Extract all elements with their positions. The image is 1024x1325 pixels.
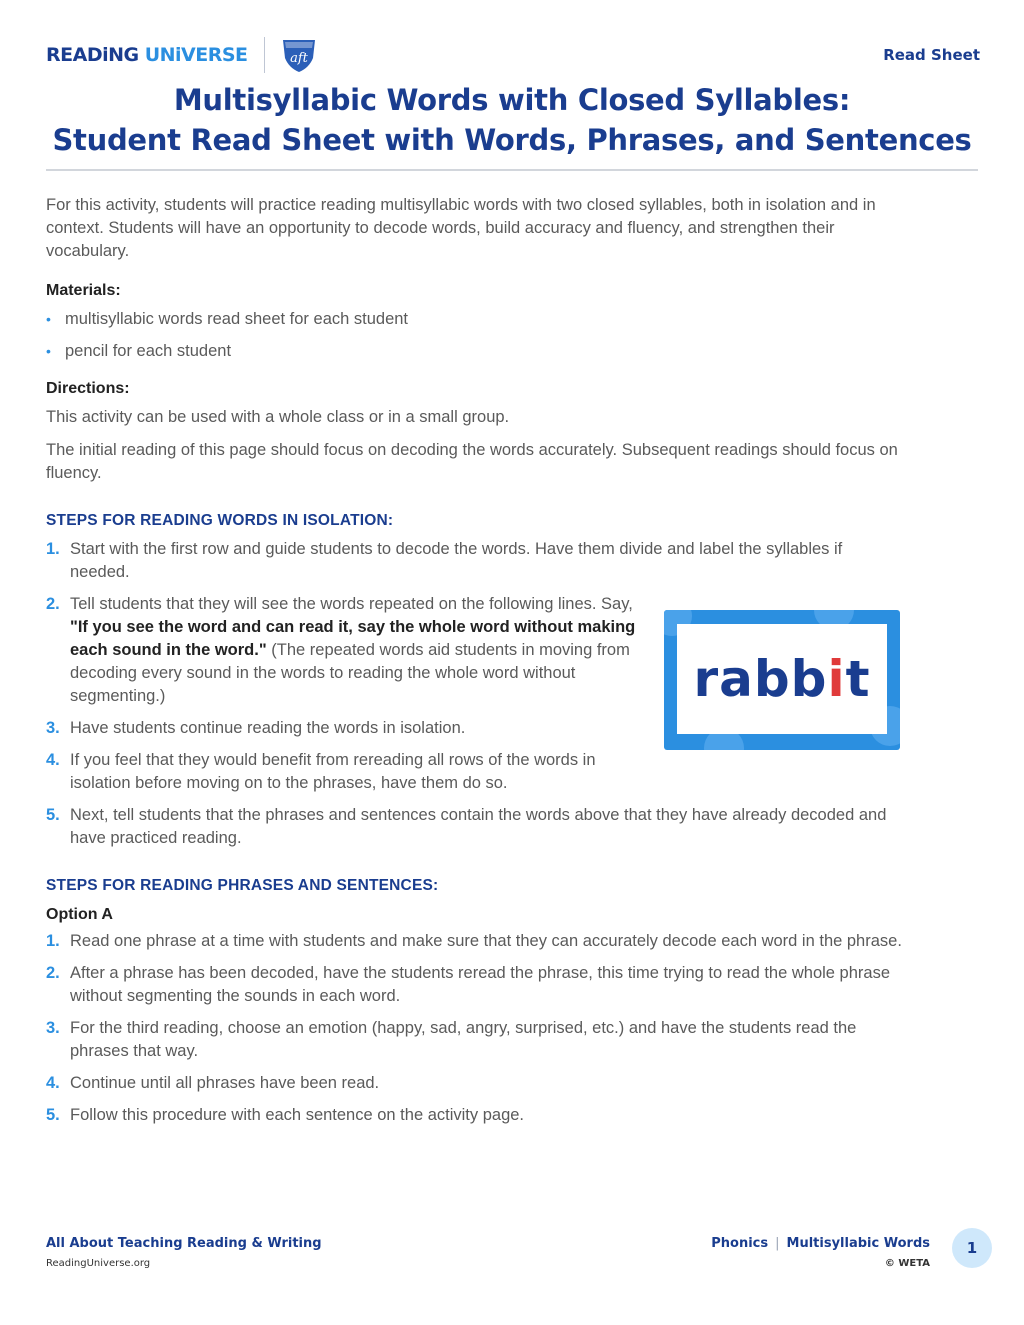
step-text: Read one phrase at a time with students and make sure that they can accurately decode each word in the phrase.	[70, 932, 902, 950]
step-number: 3.	[46, 1019, 60, 1037]
materials-heading: Materials:	[46, 282, 121, 299]
list-item	[46, 1017, 906, 1063]
material-text: multisyllabic words read sheet for each student	[65, 310, 409, 328]
step-quote: "If you see the word and can read it, say the whole word without making each sound in the word."	[70, 618, 636, 659]
step-number: 2.	[46, 595, 60, 613]
step-number: 5.	[46, 1106, 60, 1124]
list-item	[46, 340, 906, 363]
reading-universe-logo	[46, 36, 319, 74]
list-item	[46, 930, 906, 953]
step-number: 2.	[46, 964, 60, 982]
rabbit-word-card	[664, 610, 900, 750]
list-item	[46, 962, 906, 1008]
aft-shield-icon	[279, 36, 319, 74]
list-item	[46, 1072, 906, 1095]
footer-separator: |	[775, 1236, 780, 1251]
word-part: t	[845, 650, 871, 708]
logo-word-reading: READiNG	[46, 44, 145, 66]
step-number: 4.	[46, 751, 60, 769]
isolation-steps-heading: STEPS FOR READING WORDS IN ISOLATION:	[46, 512, 394, 529]
page-number: 1	[952, 1228, 992, 1268]
aft-logo-text: aft	[289, 51, 308, 66]
material-text: pencil for each student	[65, 342, 232, 360]
footer-right	[711, 1236, 930, 1269]
rabbit-word	[693, 650, 870, 708]
footer-copyright: © WETA	[884, 1258, 930, 1269]
footer-url[interactable]: ReadingUniverse.org	[46, 1258, 151, 1269]
directions-paragraph: This activity can be used with a whole class or in a small group.	[46, 408, 510, 426]
list-item	[46, 593, 646, 708]
step-number: 5.	[46, 806, 60, 824]
step-number: 4.	[46, 1074, 60, 1092]
title-line-2: Student Read Sheet with Words, Phrases, and Sentences	[52, 123, 972, 157]
logo-wordmark	[46, 44, 248, 66]
list-item	[46, 749, 646, 795]
step-text: Continue until all phrases have been read.	[70, 1074, 380, 1092]
footer-series-title: All About Teaching Reading & Writing	[46, 1236, 322, 1251]
title-divider	[46, 169, 978, 171]
step-text: Follow this procedure with each sentence on the activity page.	[70, 1106, 525, 1124]
title-line-1: Multisyllabic Words with Closed Syllables:	[173, 83, 851, 117]
step-text: Start with the first row and guide students to decode the words. Have them divide and label the syllables if needed.	[70, 540, 843, 581]
phrases-steps-list	[46, 930, 906, 1127]
footer-category-phonics: Phonics	[711, 1236, 769, 1251]
page-title	[30, 80, 994, 160]
word-part: rabb	[693, 650, 828, 708]
step-number: 3.	[46, 719, 60, 737]
step-text: After a phrase has been decoded, have the students reread the phrase, this time trying to read the whole phrase without segmenting the sounds in each word.	[70, 964, 891, 1005]
directions-heading: Directions:	[46, 380, 130, 397]
step-number: 1.	[46, 540, 60, 558]
step-text: If you feel that they would benefit from rereading all rows of the words in isolation before moving on to the phrases, have them do so.	[70, 751, 596, 792]
word-part-vowel: i	[827, 650, 846, 708]
card-inner	[677, 624, 887, 734]
document-type-label: Read Sheet	[883, 46, 980, 64]
materials-list	[46, 308, 906, 363]
logo-divider	[264, 37, 265, 73]
step-text: (The repeated words aid students in moving from decoding every sound in the words to reading the whole word without segmenting.)	[70, 641, 630, 705]
bullet-icon: •	[46, 343, 51, 359]
step-text: Next, tell students that the phrases and sentences contain the words above that they have already decoded and have practiced reading.	[70, 806, 887, 847]
list-item	[46, 804, 906, 850]
list-item	[46, 538, 906, 584]
footer-categories	[711, 1236, 930, 1251]
footer-category-multisyllabic: Multisyllabic Words	[786, 1236, 930, 1251]
list-item	[46, 308, 906, 331]
directions-paragraph: The initial reading of this page should focus on decoding the words accurately. Subsequent readings should focus on fluency.	[46, 441, 898, 482]
step-number: 1.	[46, 932, 60, 950]
list-item	[46, 1104, 906, 1127]
phrases-steps-heading: STEPS FOR READING PHRASES AND SENTENCES:	[46, 877, 439, 894]
list-item	[46, 717, 646, 740]
option-a-heading: Option A	[46, 906, 113, 923]
step-text: Tell students that they will see the words repeated on the following lines. Say,	[70, 595, 633, 613]
step-text: Have students continue reading the words in isolation.	[70, 719, 466, 737]
step-text: For the third reading, choose an emotion (happy, sad, angry, surprised, etc.) and have the students read the phrases that way.	[70, 1019, 857, 1060]
bullet-icon: •	[46, 311, 51, 327]
intro-paragraph: For this activity, students will practice reading multisyllabic words with two closed syllables, both in isolation and in context. Students will have an opportunity to decode words, build accuracy and fluency, and strengthen their vocabulary.	[46, 196, 876, 260]
footer-left	[46, 1236, 322, 1269]
logo-word-universe: UNiVERSE	[144, 44, 248, 66]
